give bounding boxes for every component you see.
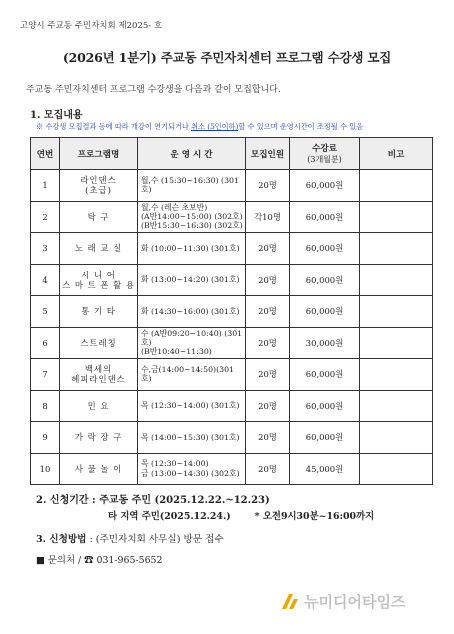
cell-capacity: 20명 — [246, 359, 290, 391]
cell-time — [138, 264, 246, 296]
cell-fee: 60,000원 — [290, 233, 360, 265]
cell-fee: 30,000원 — [290, 327, 360, 359]
application-method-text: : (주민자치회 사무실) 방문 접수 — [86, 534, 224, 545]
cell-fee: 60,000원 — [290, 170, 360, 202]
cell-note — [360, 170, 433, 202]
cell-fee: 45,000원 — [290, 453, 360, 485]
cell-no: 1 — [31, 170, 60, 202]
cell-program-line1: 스트레칭 — [80, 337, 117, 348]
cell-time-line2: 금 (13:00~14:30) (302호) — [141, 468, 240, 478]
cell-time-line1: 목 (12:30~14:00) — [141, 459, 209, 469]
cell-time-line1: 화 (13:00~14:20) (301호) — [141, 275, 240, 285]
cell-fee: 60,000원 — [290, 359, 360, 391]
table-row — [31, 390, 433, 422]
cell-no: 2 — [31, 201, 60, 233]
table-row — [31, 422, 433, 454]
cell-note — [360, 233, 433, 265]
cell-no: 6 — [31, 327, 60, 359]
cell-program-line1: 가 락 장 구 — [74, 432, 123, 443]
cell-program — [60, 390, 138, 422]
cell-no: 8 — [31, 390, 60, 422]
cell-note — [360, 327, 433, 359]
cell-time-line1: 월,수 (15:30~16:30) (301호) — [141, 175, 239, 195]
cell-capacity: 각10명 — [246, 201, 290, 233]
intro-text: 주교동 주민자치센터 프로그램 수강생을 다음과 같이 모집합니다. — [26, 85, 281, 95]
page-title: (2026년 1분기) 주교동 주민자치센터 프로그램 수강생 모집 — [62, 50, 392, 65]
cell-time-line1: 목 (12:30~14:00) (301호) — [141, 401, 240, 411]
cell-time — [138, 296, 246, 328]
cell-program — [60, 453, 138, 485]
table-row — [31, 233, 433, 265]
cell-no: 4 — [31, 264, 60, 296]
header-no: 연번 — [31, 138, 60, 170]
cell-capacity: 20명 — [246, 170, 290, 202]
watermark-text: 뉴미디어타임즈 — [304, 593, 406, 611]
table-row — [31, 264, 433, 296]
cell-program-line1: 통 기 타 — [81, 306, 116, 317]
cell-program — [60, 327, 138, 359]
cell-no: 10 — [31, 453, 60, 485]
cell-note — [360, 296, 433, 328]
cell-fee: 60,000원 — [290, 390, 360, 422]
application-period: 2. 신청기간 : 주교동 주민 (2025.12.22.~12.23) — [36, 495, 270, 506]
cell-program-line1: 백세의 — [84, 364, 113, 375]
header-fee — [290, 138, 360, 170]
cell-note — [360, 264, 433, 296]
header-time: 운 영 시 간 — [138, 138, 246, 170]
cell-fee: 60,000원 — [290, 264, 360, 296]
cell-program — [60, 359, 138, 391]
header-fee-sub: (3개월분) — [307, 155, 342, 164]
cell-note — [360, 390, 433, 422]
cell-program-line2: 스 마 트 폰 활 용 — [62, 279, 135, 290]
cell-program-line1: 라인댄스 — [80, 175, 117, 186]
other-region-period: 타 지역 주민(2025.12.24.) — [108, 511, 231, 522]
notice-suffix: 할 수 있으며 운영시간이 조정될 수 있음 — [238, 122, 364, 131]
table-row — [31, 327, 433, 359]
cell-program — [60, 264, 138, 296]
cell-no: 3 — [31, 233, 60, 265]
cell-program-line2: 헤피라인댄스 — [71, 374, 126, 385]
header-fee-label: 수강료 — [312, 144, 337, 154]
cell-time-line1: 화 (10:00~11:30) (301호) — [141, 243, 240, 253]
header-capacity: 모집인원 — [246, 138, 290, 170]
cell-capacity: 20명 — [246, 296, 290, 328]
cell-no: 5 — [31, 296, 60, 328]
cell-program-line2: (초급) — [85, 185, 112, 196]
cell-program-line1: 탁 구 — [87, 211, 110, 222]
cell-note — [360, 201, 433, 233]
cell-program — [60, 201, 138, 233]
header-program: 프로그램명 — [60, 138, 138, 170]
cell-time — [138, 390, 246, 422]
cell-fee: 60,000원 — [290, 201, 360, 233]
cell-capacity: 20명 — [246, 422, 290, 454]
table-row — [31, 359, 433, 391]
cell-time-line1: 화 (14:30~16:00) (301호) — [141, 306, 240, 316]
cell-time — [138, 359, 246, 391]
table-row — [31, 296, 433, 328]
cell-time — [138, 327, 246, 359]
cell-capacity: 20명 — [246, 390, 290, 422]
notice-prefix: ※ 수강생 모집결과 등에 따라 개강이 연기되거나 — [36, 122, 192, 131]
table-row — [31, 453, 433, 485]
cell-program-line1: 민 요 — [87, 400, 110, 411]
cell-program — [60, 233, 138, 265]
table-row — [31, 201, 433, 233]
application-method-label: 3. 신청방법 — [36, 534, 87, 545]
watermark — [280, 591, 405, 612]
notice-text — [36, 122, 363, 132]
document-number: 고양시 주교동 주민자치회 제2025- 호 — [20, 21, 163, 31]
cell-time-line2: (B반10:40~11:30) — [141, 347, 212, 357]
cell-fee: 60,000원 — [290, 422, 360, 454]
cell-time — [138, 233, 246, 265]
cell-note — [360, 422, 433, 454]
cell-time-line1: 수 (A반09:20~10:40) (301호) — [141, 328, 243, 348]
cell-time-line2: (A반14:00~15:00) (302호) — [141, 212, 243, 222]
cell-time-line3: (B반15:30~16:30) (302호) — [141, 221, 243, 231]
cell-program — [60, 296, 138, 328]
cell-program-line1: 사 물 놀 이 — [74, 463, 123, 474]
cell-capacity: 20명 — [246, 233, 290, 265]
table-row — [31, 170, 433, 202]
cell-program-line1: 시 니 어 — [81, 269, 116, 280]
cell-no: 9 — [31, 422, 60, 454]
application-hours: * 오전9시30분~16:00까지 — [254, 511, 375, 522]
cell-note — [360, 453, 433, 485]
section-recruitment-heading: 1. 모집내용 — [30, 110, 83, 121]
newmedia-logo-icon — [280, 592, 302, 610]
cell-time — [138, 201, 246, 233]
cell-program — [60, 422, 138, 454]
cell-time-line1: 목 (14:00~15:30) (301호) — [141, 432, 240, 442]
cell-time — [138, 453, 246, 485]
cell-program-line1: 노 래 교 실 — [74, 243, 123, 254]
contact-info: ■ 문의처 / ☎ 031-965-5652 — [36, 555, 163, 566]
cell-time-line1: 수,금(14:00~14:50)(301호) — [141, 364, 235, 384]
cell-no: 7 — [31, 359, 60, 391]
header-note: 비고 — [360, 138, 433, 170]
cell-time-line1: 월,수 (레슨 초보반) — [141, 202, 208, 212]
cell-program — [60, 170, 138, 202]
notice-underlined: 취소 (5인이하) — [191, 122, 239, 131]
table-header-row — [31, 138, 433, 170]
cell-note — [360, 359, 433, 391]
application-period-other — [108, 508, 374, 522]
cell-capacity: 20명 — [246, 453, 290, 485]
cell-time — [138, 170, 246, 202]
application-method — [36, 531, 224, 545]
program-table — [30, 137, 433, 485]
table-body — [31, 170, 433, 485]
cell-time — [138, 422, 246, 454]
cell-fee: 60,000원 — [290, 296, 360, 328]
cell-capacity: 20명 — [246, 264, 290, 296]
cell-capacity: 20명 — [246, 327, 290, 359]
